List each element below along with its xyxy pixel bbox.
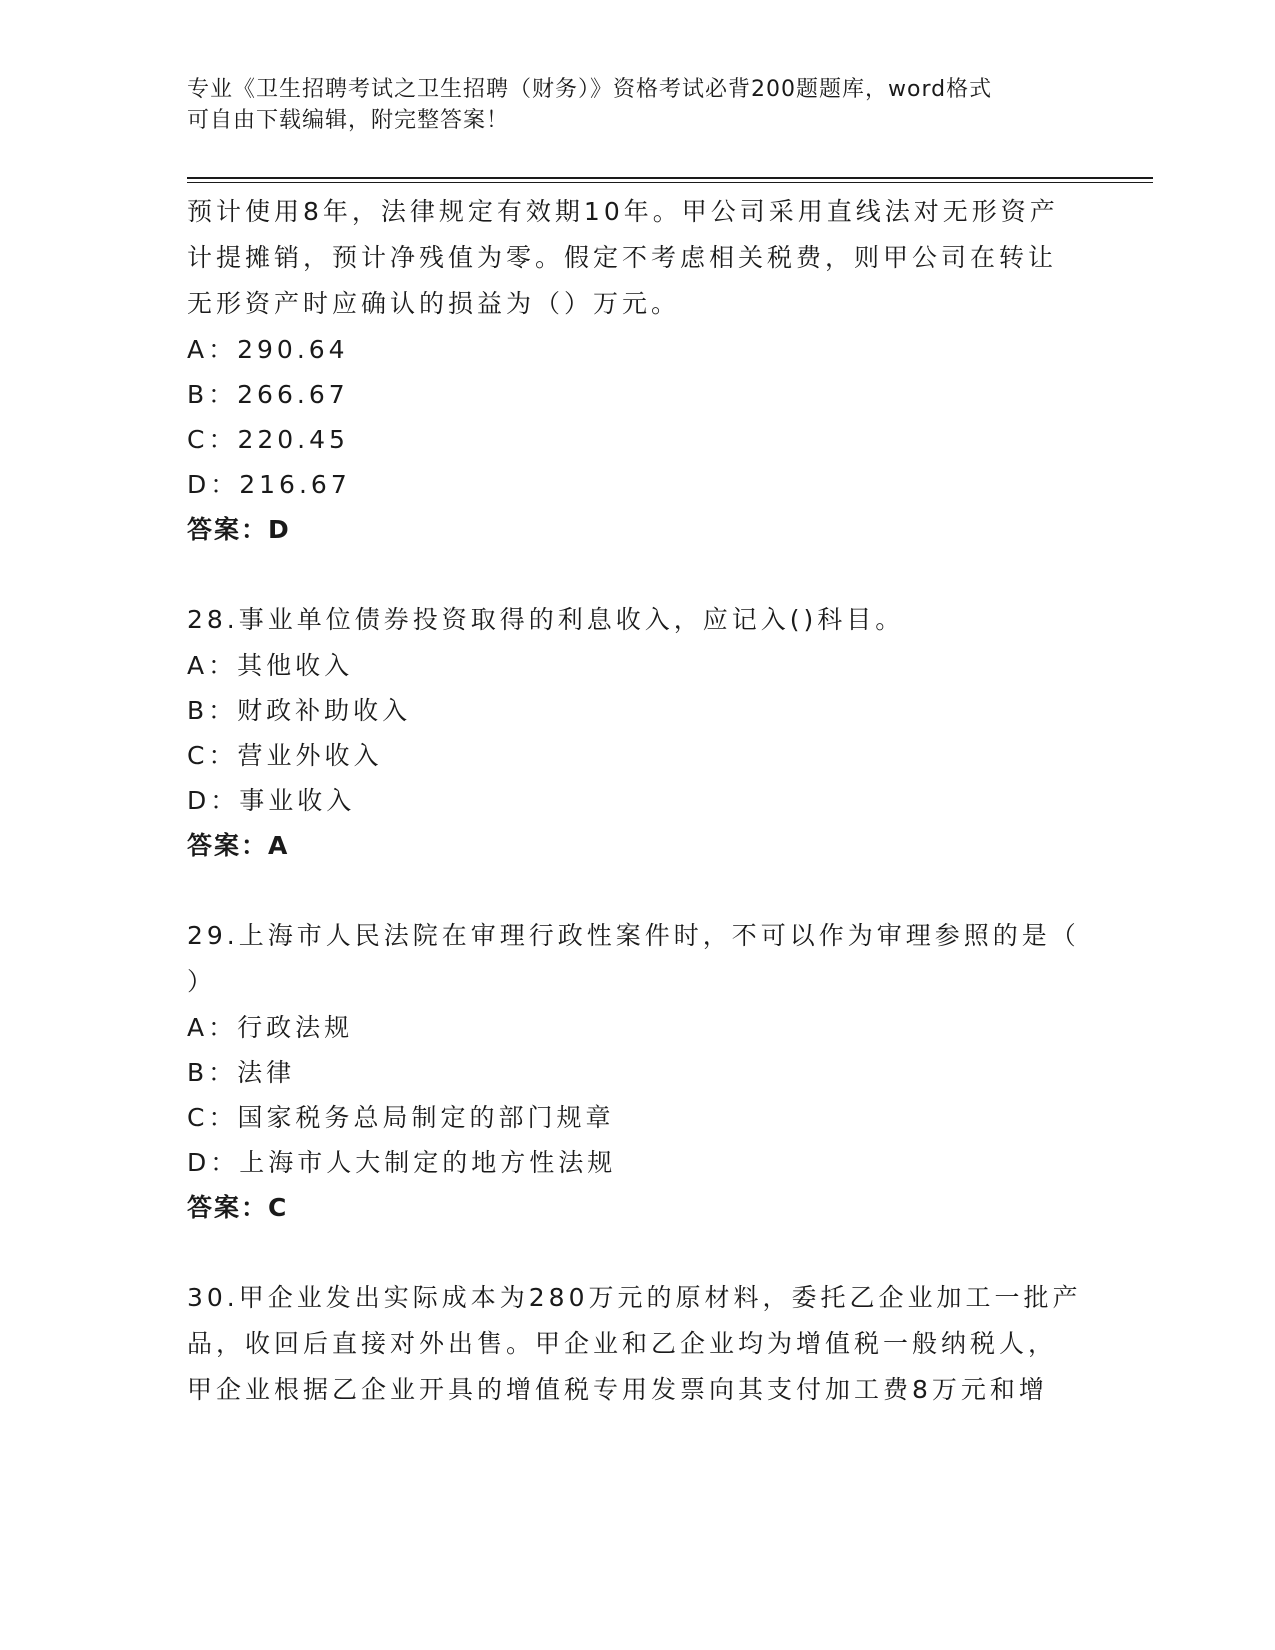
- question-spacer: [187, 553, 1087, 597]
- question-continued: [187, 189, 1087, 553]
- option-a: A：290.64: [187, 335, 349, 364]
- question-stem: [187, 913, 1087, 1005]
- stem-line: 28.事业单位债券投资取得的利息收入，应记入()科目。: [187, 605, 905, 634]
- option-c: C：营业外收入: [187, 741, 383, 770]
- option-a: A：行政法规: [187, 1013, 354, 1042]
- option-c: C：220.45: [187, 425, 349, 454]
- question-content: [187, 189, 1087, 1413]
- header-title-line-1: 专业《卫生招聘考试之卫生招聘（财务）》资格考试必背200题题库，word格式: [187, 77, 993, 102]
- stem-line: 甲企业根据乙企业开具的增值税专用发票向其支付加工费8万元和增: [187, 1375, 1048, 1404]
- question-spacer: [187, 869, 1087, 913]
- header-title-line-2: 可自由下载编辑，附完整答案！: [187, 108, 510, 133]
- stem-line: 无形资产时应确认的损益为（）万元。: [187, 289, 681, 318]
- stem-line: 计提摊销，预计净残值为零。假定不考虑相关税费，则甲公司在转让: [187, 243, 1058, 272]
- option-d: D：事业收入: [187, 786, 356, 815]
- answer-line: 答案：D: [187, 515, 291, 544]
- option-d: D：216.67: [187, 470, 351, 499]
- stem-line: 30.甲企业发出实际成本为280万元的原材料，委托乙企业加工一批产: [187, 1283, 1082, 1312]
- option-c: C：国家税务总局制定的部门规章: [187, 1103, 615, 1132]
- question-30: [187, 1275, 1087, 1413]
- stem-line: 预计使用8年，法律规定有效期10年。甲公司采用直线法对无形资产: [187, 197, 1059, 226]
- option-b: B：法律: [187, 1058, 296, 1087]
- question-stem: [187, 189, 1087, 327]
- header-divider-bottom: [187, 182, 1153, 183]
- document-header: [187, 74, 1067, 136]
- stem-line: ）: [187, 967, 217, 996]
- answer-line: 答案：A: [187, 831, 290, 860]
- option-b: B：财政补助收入: [187, 696, 412, 725]
- option-d: D：上海市人大制定的地方性法规: [187, 1148, 617, 1177]
- question-stem: [187, 597, 1087, 643]
- header-divider-top: [187, 177, 1153, 179]
- question-spacer: [187, 1231, 1087, 1275]
- question-stem: [187, 1275, 1087, 1413]
- question-28: [187, 597, 1087, 869]
- option-b: B：266.67: [187, 380, 349, 409]
- stem-line: 品，收回后直接对外出售。甲企业和乙企业均为增值税一般纳税人，: [187, 1329, 1058, 1358]
- stem-line: 29.上海市人民法院在审理行政性案件时，不可以作为审理参照的是（: [187, 921, 1080, 950]
- answer-line: 答案：C: [187, 1193, 289, 1222]
- question-29: [187, 913, 1087, 1231]
- option-a: A：其他收入: [187, 651, 354, 680]
